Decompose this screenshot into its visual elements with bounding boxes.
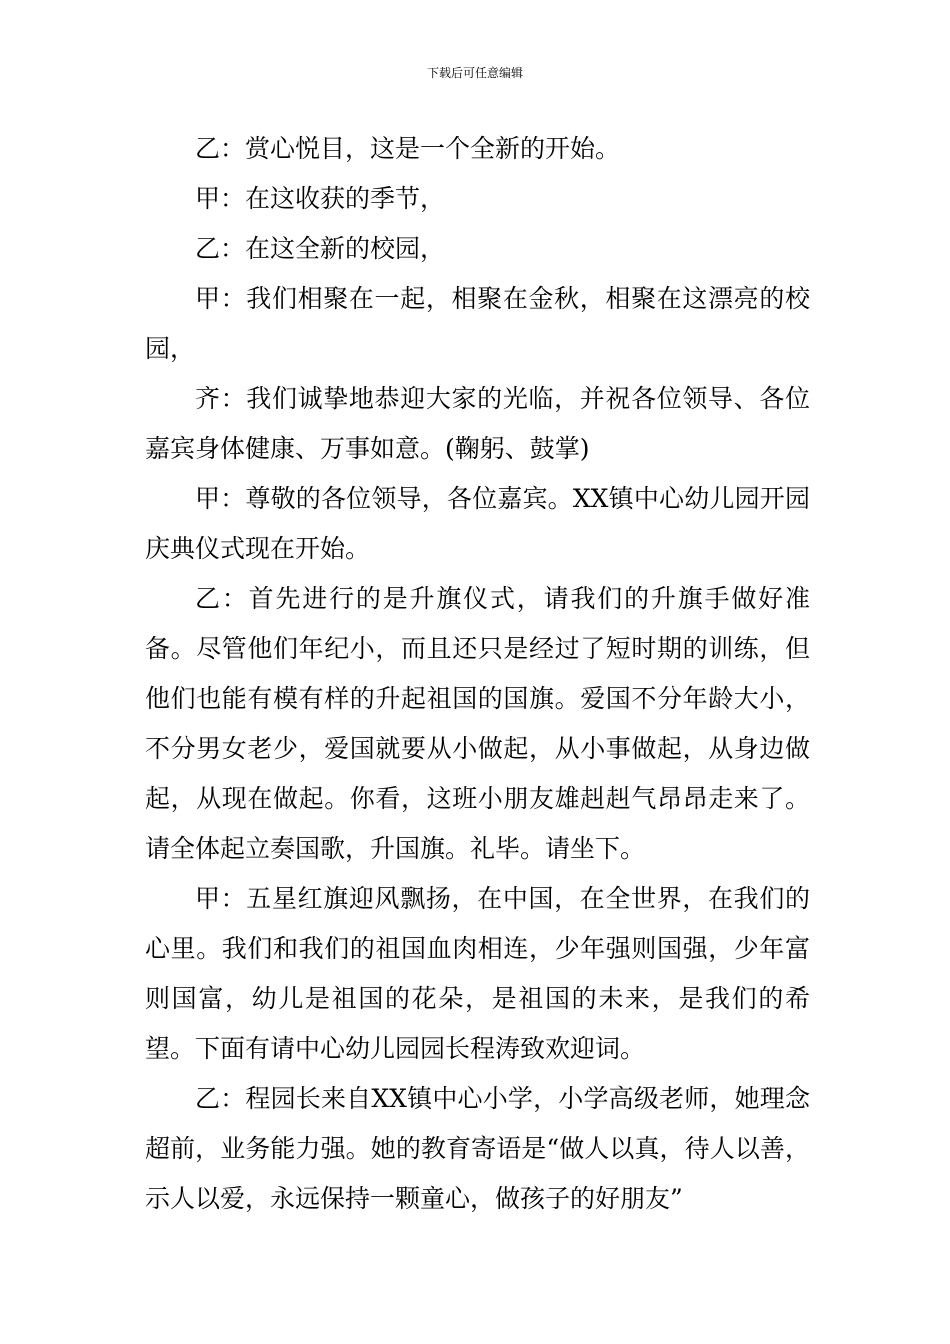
- page-header: 下载后可任意编辑: [426, 66, 523, 80]
- paragraph-2: 甲：在这收获的季节，: [195, 184, 446, 213]
- paragraph-8: 甲：五星红旗迎风飘扬，在中国，在全世界，在我们的心里。我们和我们的祖国血肉相连，少年强则国强，少年富则国富，幼儿是祖国的花朵，是祖国的未来，是我们的希望。下面有请中心幼儿园园长程涛致欢迎词。: [145, 884, 810, 1063]
- paragraph-5: 齐：我们诚挚地恭迎大家的光临，并祝各位领导、各位嘉宾身体健康、万事如意。(鞠躬、鼓掌): [145, 384, 810, 463]
- paragraph-6: 甲：尊敬的各位领导，各位嘉宾。XX镇中心幼儿园开园庆典仪式现在开始。: [145, 484, 810, 563]
- paragraph-7: 乙：首先进行的是升旗仪式，请我们的升旗手做好准备。尽管他们年纪小，而且还只是经过了短时期的训练，但他们也能有模有样的升起祖国的国旗。爱国不分年龄大小，不分男女老少，爱国就要从小做起，从小事做起，从身边做起，从现在做起。你看，这班小朋友雄赳赳气昂昂走来了。请全体起立奏国歌，升国旗。礼毕。请坐下。: [145, 584, 810, 863]
- document-body: [145, 124, 810, 1224]
- paragraph-9: 乙：程园长来自XX镇中心小学，小学高级老师，她理念超前，业务能力强。她的教育寄语是“做人以真，待人以善，示人以爱，永远保持一颗童心，做孩子的好朋友”: [145, 1084, 810, 1213]
- paragraph-1: 乙：赏心悦目，这是一个全新的开始。: [195, 134, 621, 163]
- paragraph-4: 甲：我们相聚在一起，相聚在金秋，相聚在这漂亮的校园，: [145, 284, 810, 363]
- paragraph-3: 乙：在这全新的校园，: [195, 234, 446, 263]
